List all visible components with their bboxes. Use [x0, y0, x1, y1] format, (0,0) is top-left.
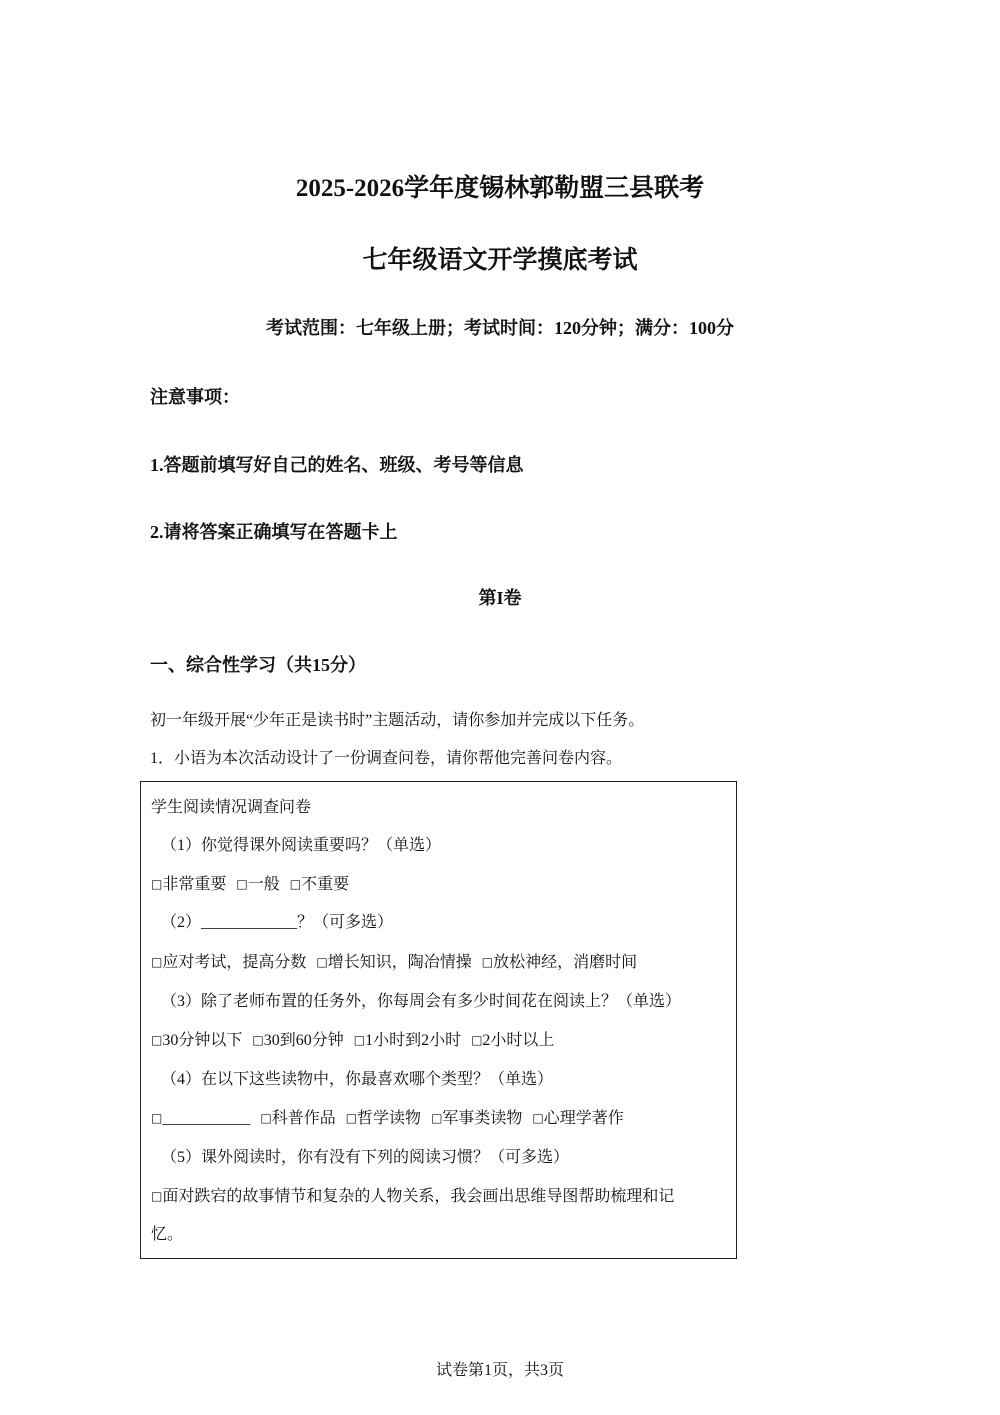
checkbox-option[interactable]: □科普作品 — [260, 1110, 336, 1127]
survey-options-2 — [151, 949, 643, 972]
note-item-2: 2.请将答案正确填写在答题卡上 — [150, 522, 398, 542]
checkbox-option[interactable]: □非常重要 — [151, 876, 227, 893]
exam-scope-info: 考试范围：七年级上册；考试时间：120分钟；满分：100分 — [266, 318, 734, 338]
task-1-prompt: 1．小语为本次活动设计了一份调查问卷，请你帮他完善问卷内容。 — [150, 750, 623, 767]
survey-options-5 — [151, 1183, 674, 1206]
checkbox-option[interactable]: □2小时以上 — [471, 1032, 555, 1049]
checkbox-icon: □ — [431, 1111, 443, 1125]
checkbox-icon: □ — [252, 1033, 264, 1047]
checkbox-icon: □ — [289, 877, 302, 891]
checkbox-icon: □ — [151, 1033, 163, 1047]
survey-box — [140, 781, 737, 1259]
checkbox-icon: □ — [316, 955, 328, 969]
checkbox-option[interactable]: □哲学读物 — [345, 1110, 422, 1127]
checkbox-icon: □ — [151, 1189, 163, 1203]
checkbox-icon: □ — [345, 1111, 358, 1125]
checkbox-option[interactable]: □应对考试，提高分数 — [151, 954, 307, 971]
survey-options-5-continued: 忆。 — [151, 1226, 184, 1243]
checkbox-icon: □ — [471, 1033, 483, 1047]
checkbox-option[interactable]: □1小时到2小时 — [353, 1032, 462, 1049]
checkbox-icon: □ — [151, 1111, 163, 1125]
survey-question-4: （4）在以下这些读物中，你最喜欢哪个类型？（单选） — [161, 1071, 554, 1088]
checkbox-icon: □ — [151, 877, 163, 891]
survey-question-1: （1）你觉得课外阅读重要吗？（单选） — [161, 837, 442, 854]
survey-question-3: （3）除了老师布置的任务外，你每周会有多少时间花在阅读上？（单选） — [161, 993, 682, 1010]
exam-title-line2: 七年级语文开学摸底考试 — [362, 247, 638, 274]
survey-options-3 — [151, 1027, 560, 1050]
checkbox-option[interactable]: □放松神经，消磨时间 — [481, 954, 638, 971]
checkbox-icon: □ — [236, 877, 248, 891]
checkbox-option[interactable]: □不重要 — [289, 876, 350, 893]
checkbox-option[interactable]: □30分钟以下 — [151, 1032, 243, 1049]
volume-label: 第I卷 — [478, 588, 522, 608]
section-intro: 初一年级开展“少年正是读书时”主题活动，请你参加并完成以下任务。 — [150, 712, 645, 729]
note-item-1: 1.答题前填写好自己的姓名、班级、考号等信息 — [150, 455, 524, 475]
notes-heading: 注意事项： — [150, 387, 240, 407]
page-footer: 试卷第1页，共3页 — [435, 1362, 564, 1379]
exam-title-line1: 2025-2026学年度锡林郭勒盟三县联考 — [295, 175, 705, 202]
checkbox-icon: □ — [260, 1111, 272, 1125]
checkbox-option[interactable]: □30到60分钟 — [252, 1032, 344, 1049]
checkbox-icon: □ — [353, 1033, 366, 1047]
checkbox-option[interactable]: □心理学著作 — [532, 1110, 624, 1127]
section-heading: 一、综合性学习（共15分） — [150, 655, 366, 675]
checkbox-option[interactable]: □___________ — [151, 1110, 251, 1127]
checkbox-icon: □ — [481, 955, 494, 969]
checkbox-icon: □ — [151, 955, 163, 969]
survey-question-2: （2）____________？（可多选） — [161, 914, 394, 931]
checkbox-option[interactable]: □军事类读物 — [431, 1110, 523, 1127]
survey-options-1 — [151, 871, 355, 894]
checkbox-icon: □ — [532, 1111, 544, 1125]
checkbox-option[interactable]: □增长知识，陶冶情操 — [316, 954, 472, 971]
survey-title: 学生阅读情况调查问卷 — [151, 799, 312, 816]
checkbox-option[interactable]: □面对跌宕的故事情节和复杂的人物关系，我会画出思维导图帮助梳理和记 — [151, 1188, 675, 1205]
survey-question-5: （5）课外阅读时，你有没有下列的阅读习惯？（可多选） — [161, 1149, 570, 1166]
checkbox-option[interactable]: □一般 — [236, 876, 280, 893]
survey-options-4 — [151, 1105, 630, 1128]
